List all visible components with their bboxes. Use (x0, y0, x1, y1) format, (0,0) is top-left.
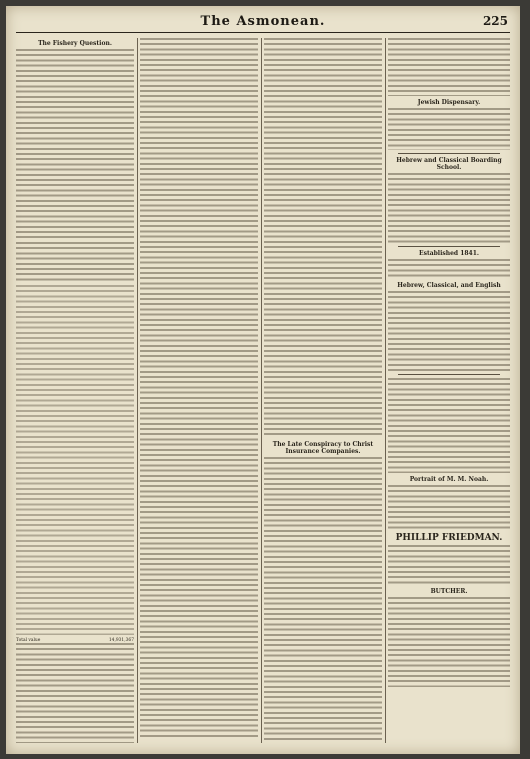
column-3 (264, 38, 382, 743)
masthead (16, 14, 510, 33)
ad-title: PHILLIP FRIEDMAN. (395, 533, 503, 543)
article-body (264, 457, 382, 743)
ad-body (388, 291, 510, 371)
statistics-table (16, 285, 134, 635)
page-number: 225 (482, 14, 508, 28)
divider (398, 374, 500, 375)
article-heading: The Fishery Question. (38, 40, 112, 47)
figure-table (16, 242, 134, 282)
ad-body (388, 108, 510, 150)
table-total-label: Total value (16, 638, 41, 643)
column-rule (261, 38, 262, 743)
divider (398, 246, 500, 247)
column-rule (137, 38, 138, 743)
article-body (16, 643, 134, 743)
column-2 (140, 38, 258, 743)
masthead-title: The Asmonean. (200, 14, 326, 29)
article-body (140, 38, 258, 738)
ad-body (388, 173, 510, 243)
ad-body (388, 597, 510, 687)
ad-title: Hebrew and Classical Boarding School. (396, 157, 502, 171)
ad-title: Jewish Dispensary. (417, 99, 481, 106)
column-4-advertisements (388, 38, 510, 743)
ad-body (388, 485, 510, 530)
article-body (264, 38, 382, 438)
article-heading: The Late Conspiracy to Christ Insurance Companies. (272, 441, 374, 455)
ad-title: BUTCHER. (430, 588, 468, 595)
ad-body (388, 378, 510, 473)
divider (398, 153, 500, 154)
ad-body (388, 545, 510, 585)
article-body (16, 49, 134, 239)
ad-title: Hebrew, Classical, and English (397, 282, 501, 289)
column-1 (16, 38, 134, 743)
table-total-value: 14,931,367 (108, 638, 134, 643)
column-rule (385, 38, 386, 743)
newspaper-page (6, 6, 520, 754)
article-body (388, 38, 510, 96)
ad-title: Established 1841. (419, 250, 479, 257)
ad-body (388, 259, 510, 279)
ad-title: Portrait of M. M. Noah. (409, 476, 489, 483)
